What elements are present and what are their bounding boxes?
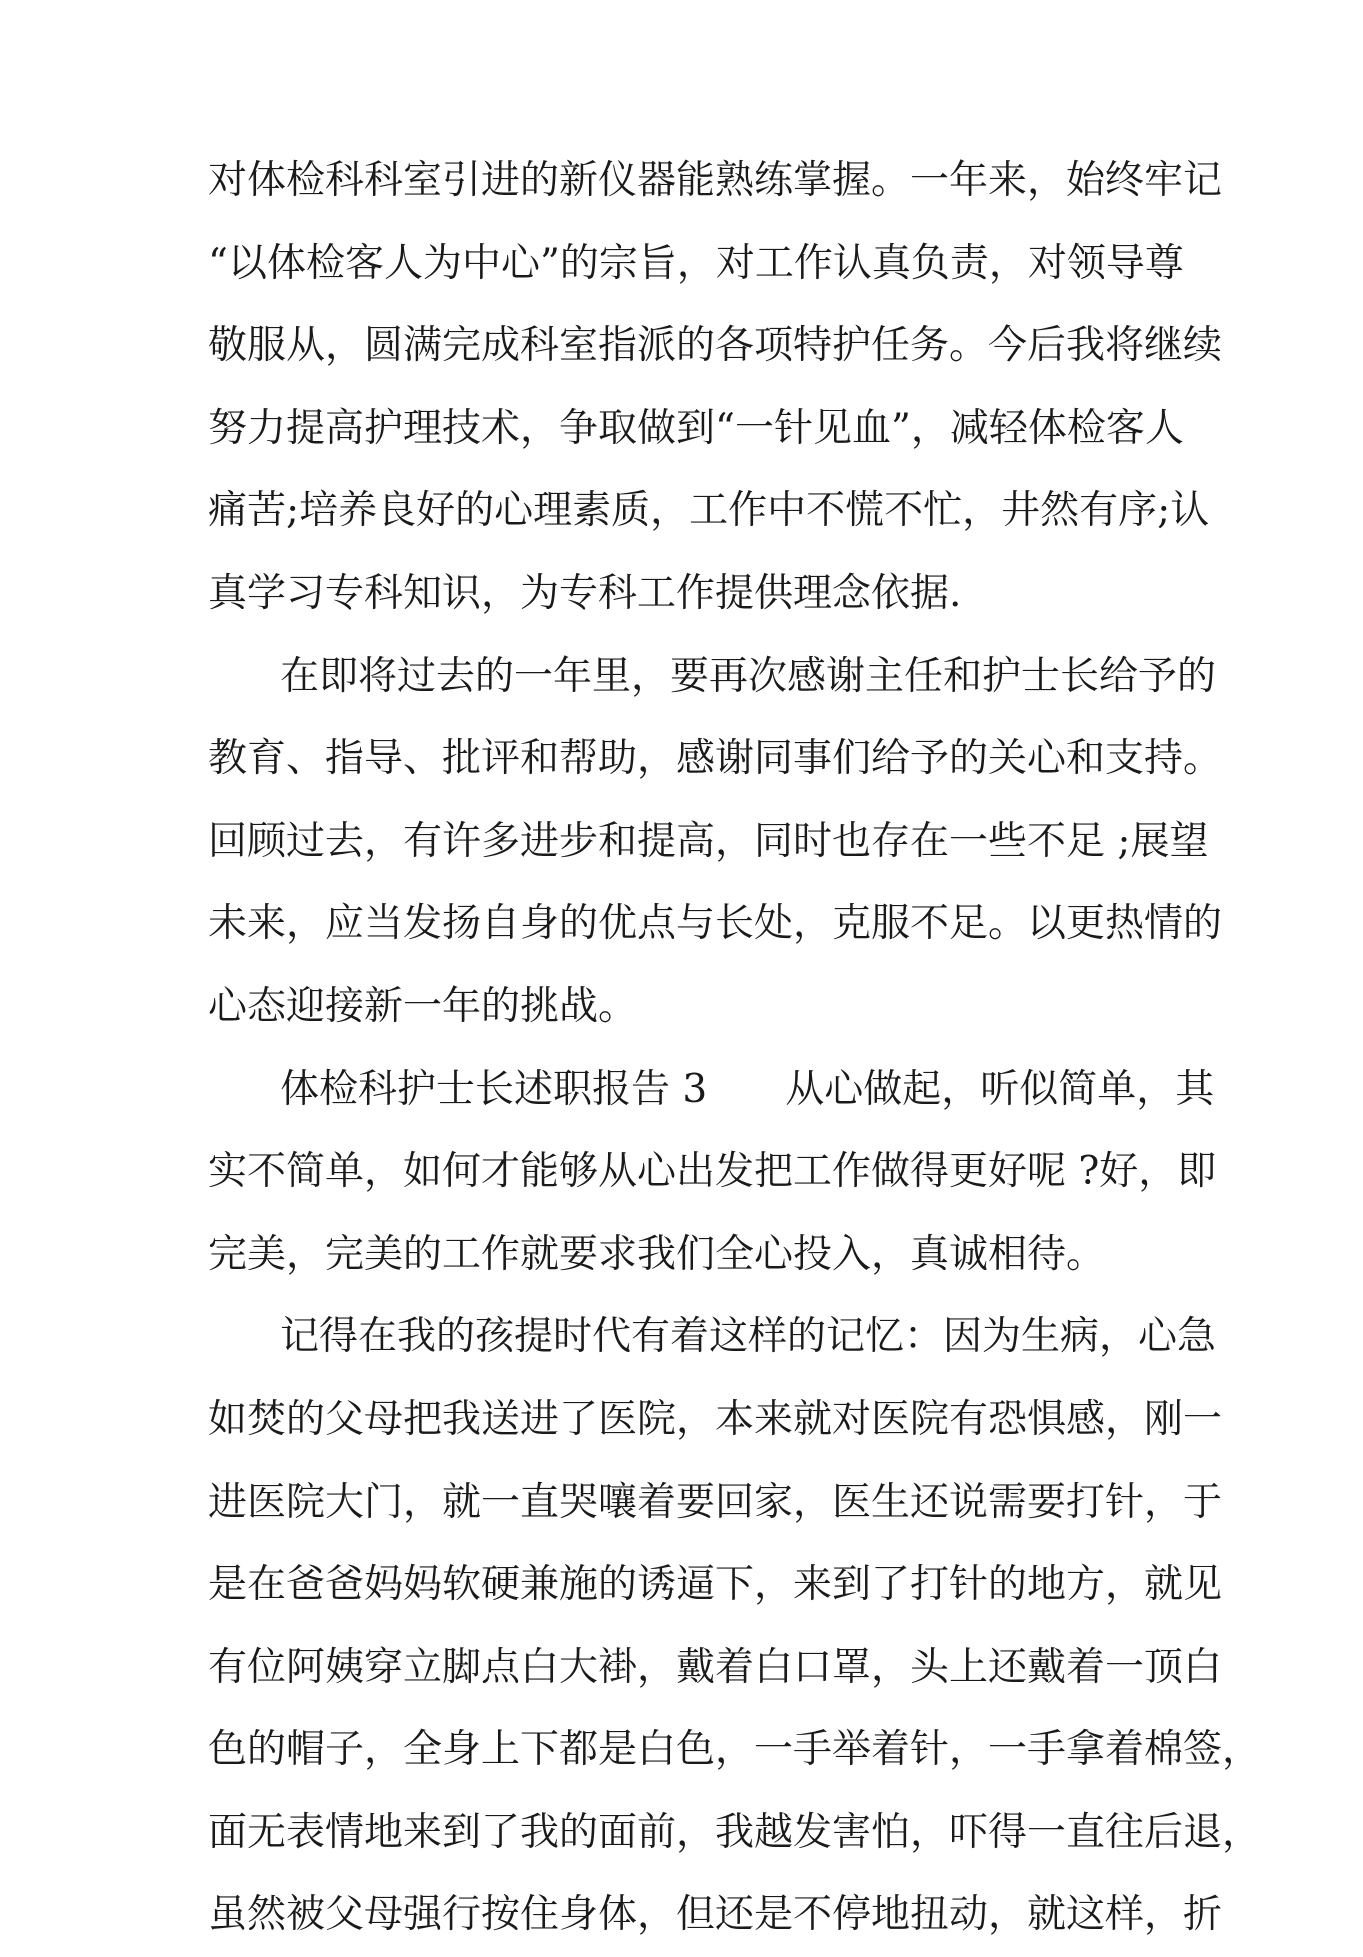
text-line: 色的帽子，全身上下都是白色，一手举着针，一手拿着棉签， [208, 1727, 1262, 1773]
paragraph-start-line: 记得在我的孩提时代有着这样的记忆：因为生病，心急 [280, 1314, 1217, 1360]
text-line: 痛苦;培养良好的心理素质，工作中不慌不忙，井然有序;认 [208, 488, 1210, 534]
text-line: 进医院大门，就一直哭嚷着要回家，医生还说需要打针，于 [208, 1479, 1223, 1525]
text-line: 真学习专科知识，为专科工作提供理念依据. [208, 570, 962, 616]
text-line: 是在爸爸妈妈软硬兼施的诱逼下，来到了打针的地方，就见 [208, 1562, 1223, 1608]
text-line: 完美，完美的工作就要求我们全心投入，真诚相待。 [208, 1231, 1106, 1277]
text-line: “以体检客人为中心”的宗旨，对工作认真负责，对领导尊 [208, 240, 1184, 286]
text-line: 面无表情地来到了我的面前，我越发害怕，吓得一直往后退， [208, 1809, 1262, 1855]
text-line: 对体检科科室引进的新仪器能熟练掌握。一年来，始终牢记 [208, 158, 1223, 203]
text-line: 心态迎接新一年的挑战。 [208, 983, 638, 1029]
text-line: 教育、指导、批评和帮助，感谢同事们给予的关心和支持。 [208, 736, 1223, 782]
text-line: 未来，应当发扬自身的优点与长处，克服不足。以更热情的 [208, 901, 1223, 947]
text-line: 虽然被父母强行按住身体，但还是不停地扭动，就这样，折 [208, 1892, 1223, 1938]
text-line: 回顾过去，有许多进步和提高，同时也存在一些不足 ;展望 [208, 818, 1209, 864]
text-line: 努力提高护理技术，争取做到“一针见血”，减轻体检客人 [208, 405, 1184, 451]
paragraph-start-line: 在即将过去的一年里，要再次感谢主任和护士长给予的 [280, 653, 1217, 699]
text-line: 如焚的父母把我送进了医院，本来就对医院有恐惧感，刚一 [208, 1396, 1223, 1442]
text-line: 有位阿姨穿立脚点白大褂，戴着白口罩，头上还戴着一顶白 [208, 1644, 1223, 1690]
text-line: 实不简单，如何才能够从心出发把工作做得更好呢 ?好，即 [208, 1149, 1217, 1195]
text-line: 敬服从，圆满完成科室指派的各项特护任务。今后我将继续 [208, 323, 1223, 369]
paragraph-start-line: 体检科护士长述职报告 3 从心做起，听似简单，其 [280, 1066, 1215, 1112]
body-text [208, 140, 1262, 1957]
